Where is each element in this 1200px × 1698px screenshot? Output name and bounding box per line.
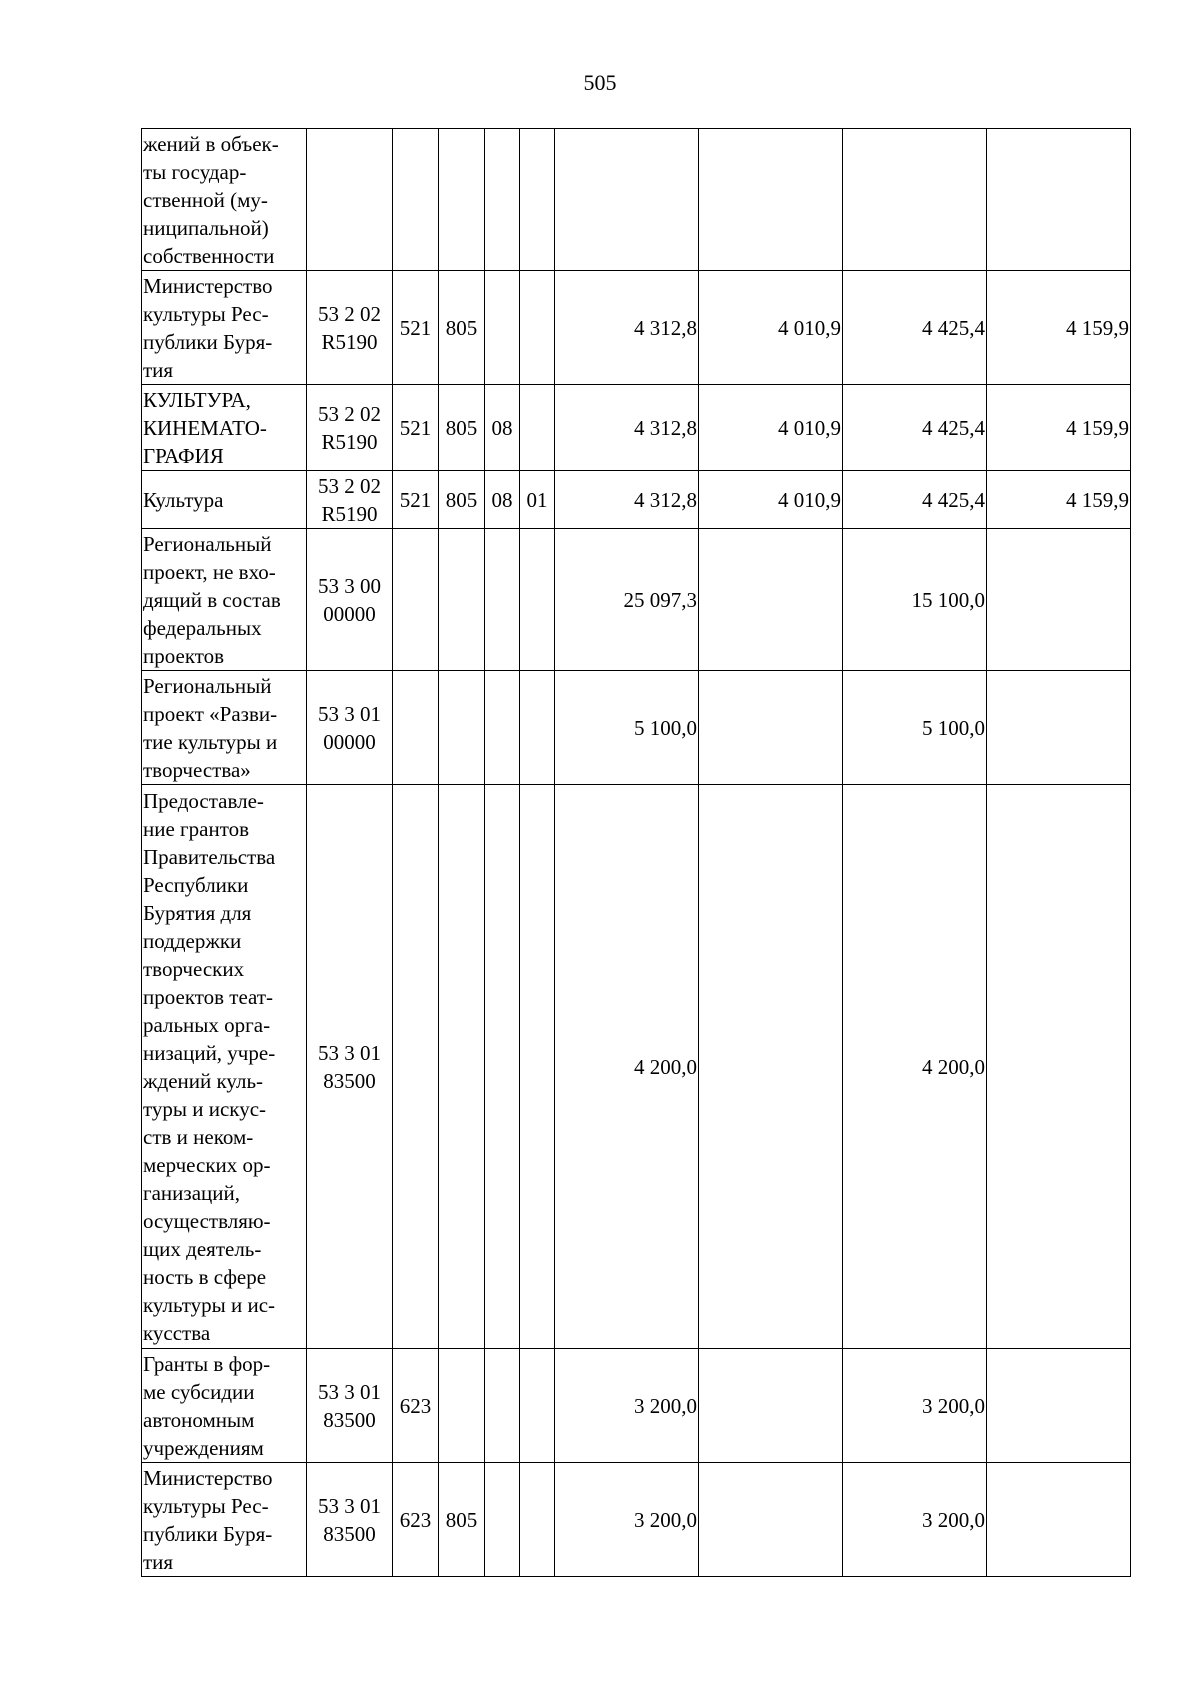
- row-name-text: Министерство культуры Рес- публики Буря- тия: [143, 273, 273, 382]
- subsection-code-cell: [520, 271, 555, 385]
- amount-2-cell: 4 010,9: [699, 385, 843, 471]
- section-code-cell: [485, 271, 520, 385]
- amount-1-cell: 5 100,0: [555, 671, 699, 785]
- amount-4-cell: [987, 1463, 1131, 1577]
- row-name-text: жений в объек- ты государ- ственной (му- ниципальной) собственности: [143, 131, 279, 268]
- grbs-code-cell: [393, 785, 439, 1349]
- row-name-cell: [142, 671, 307, 785]
- amount-1-cell: 4 200,0: [555, 785, 699, 1349]
- row-name-text: Культура: [143, 487, 224, 512]
- department-code-cell: [439, 671, 485, 785]
- section-code-cell: [485, 529, 520, 671]
- amount-4-cell: [987, 529, 1131, 671]
- table-row: [142, 385, 1131, 471]
- amount-4-cell: 4 159,9: [987, 471, 1131, 529]
- amount-3-cell: 3 200,0: [843, 1349, 987, 1463]
- department-code-cell: [439, 529, 485, 671]
- grbs-code-cell: [393, 529, 439, 671]
- table-row: [142, 671, 1131, 785]
- section-code-cell: [485, 1463, 520, 1577]
- amount-4-cell: [987, 671, 1131, 785]
- table-row: [142, 129, 1131, 271]
- grbs-code-cell: 623: [393, 1463, 439, 1577]
- amount-3-cell: 4 425,4: [843, 471, 987, 529]
- table-row: [142, 271, 1131, 385]
- row-name-text: Гранты в фор- ме субсидии автономным учреждениям: [143, 1351, 271, 1460]
- department-code-cell: 805: [439, 271, 485, 385]
- grbs-code-cell: [393, 671, 439, 785]
- grbs-code-cell: [393, 129, 439, 271]
- row-name-cell: [142, 1463, 307, 1577]
- table-row: [142, 529, 1131, 671]
- section-code-cell: [485, 1349, 520, 1463]
- grbs-code-cell: 521: [393, 271, 439, 385]
- target-code-cell: 53 3 00 00000: [307, 529, 393, 671]
- page-number: 505: [583, 70, 617, 95]
- row-name-text: Региональный проект «Разви- тие культуры и творчества»: [143, 673, 278, 782]
- amount-3-cell: 4 200,0: [843, 785, 987, 1349]
- section-code-cell: [485, 129, 520, 271]
- department-code-cell: 805: [439, 1463, 485, 1577]
- row-name-cell: [142, 785, 307, 1349]
- row-name-text: Министерство культуры Рес- публики Буря- тия: [143, 1465, 273, 1574]
- target-code-cell: [307, 129, 393, 271]
- amount-2-cell: [699, 1463, 843, 1577]
- amount-1-cell: [555, 129, 699, 271]
- table-row: [142, 785, 1131, 1349]
- department-code-cell: [439, 1349, 485, 1463]
- grbs-code-cell: 623: [393, 1349, 439, 1463]
- target-code-cell: 53 3 01 83500: [307, 1463, 393, 1577]
- amount-1-cell: 25 097,3: [555, 529, 699, 671]
- row-name-cell: [142, 471, 307, 529]
- amount-2-cell: 4 010,9: [699, 471, 843, 529]
- amount-2-cell: [699, 529, 843, 671]
- grbs-code-cell: 521: [393, 385, 439, 471]
- table-row: [142, 1349, 1131, 1463]
- row-name-cell: [142, 129, 307, 271]
- target-code-cell: 53 2 02 R5190: [307, 385, 393, 471]
- amount-4-cell: 4 159,9: [987, 271, 1131, 385]
- table-body: [142, 129, 1131, 1577]
- table-row: [142, 1463, 1131, 1577]
- amount-4-cell: 4 159,9: [987, 385, 1131, 471]
- target-code-cell: 53 3 01 00000: [307, 671, 393, 785]
- amount-3-cell: 15 100,0: [843, 529, 987, 671]
- department-code-cell: 805: [439, 471, 485, 529]
- amount-4-cell: [987, 785, 1131, 1349]
- subsection-code-cell: [520, 1463, 555, 1577]
- target-code-cell: 53 2 02 R5190: [307, 471, 393, 529]
- subsection-code-cell: 01: [520, 471, 555, 529]
- amount-2-cell: 4 010,9: [699, 271, 843, 385]
- subsection-code-cell: [520, 129, 555, 271]
- row-name-cell: [142, 529, 307, 671]
- row-name-text: Предоставле- ние грантов Правительства Республики Бурятия для поддержки творческих проектов теат- ральных орга- низаций, учре- ждений куль- туры и искус- ств и неком- мерческих ор- ганизаций, осуществляю- щих деятель- ность в сфере культуры и ис- кусства: [143, 788, 276, 1345]
- department-code-cell: [439, 785, 485, 1349]
- table-row: [142, 471, 1131, 529]
- budget-table: [141, 128, 1131, 1577]
- subsection-code-cell: [520, 671, 555, 785]
- row-name-cell: [142, 271, 307, 385]
- amount-3-cell: 3 200,0: [843, 1463, 987, 1577]
- amount-2-cell: [699, 785, 843, 1349]
- section-code-cell: 08: [485, 471, 520, 529]
- amount-2-cell: [699, 129, 843, 271]
- department-code-cell: 805: [439, 385, 485, 471]
- row-name-cell: [142, 1349, 307, 1463]
- section-code-cell: [485, 671, 520, 785]
- subsection-code-cell: [520, 1349, 555, 1463]
- amount-1-cell: 3 200,0: [555, 1349, 699, 1463]
- subsection-code-cell: [520, 529, 555, 671]
- amount-3-cell: 4 425,4: [843, 271, 987, 385]
- section-code-cell: 08: [485, 385, 520, 471]
- amount-3-cell: [843, 129, 987, 271]
- amount-2-cell: [699, 1349, 843, 1463]
- amount-1-cell: 3 200,0: [555, 1463, 699, 1577]
- amount-4-cell: [987, 129, 1131, 271]
- section-code-cell: [485, 785, 520, 1349]
- amount-1-cell: 4 312,8: [555, 271, 699, 385]
- amount-4-cell: [987, 1349, 1131, 1463]
- row-name-text: Региональный проект, не вхо- дящий в состав федеральных проектов: [143, 531, 281, 668]
- amount-1-cell: 4 312,8: [555, 471, 699, 529]
- amount-2-cell: [699, 671, 843, 785]
- amount-1-cell: 4 312,8: [555, 385, 699, 471]
- target-code-cell: 53 3 01 83500: [307, 1349, 393, 1463]
- row-name-cell: [142, 385, 307, 471]
- row-name-text: КУЛЬТУРА, КИНЕМАТО- ГРАФИЯ: [143, 387, 267, 468]
- department-code-cell: [439, 129, 485, 271]
- grbs-code-cell: 521: [393, 471, 439, 529]
- amount-3-cell: 5 100,0: [843, 671, 987, 785]
- subsection-code-cell: [520, 385, 555, 471]
- amount-3-cell: 4 425,4: [843, 385, 987, 471]
- target-code-cell: 53 3 01 83500: [307, 785, 393, 1349]
- target-code-cell: 53 2 02 R5190: [307, 271, 393, 385]
- subsection-code-cell: [520, 785, 555, 1349]
